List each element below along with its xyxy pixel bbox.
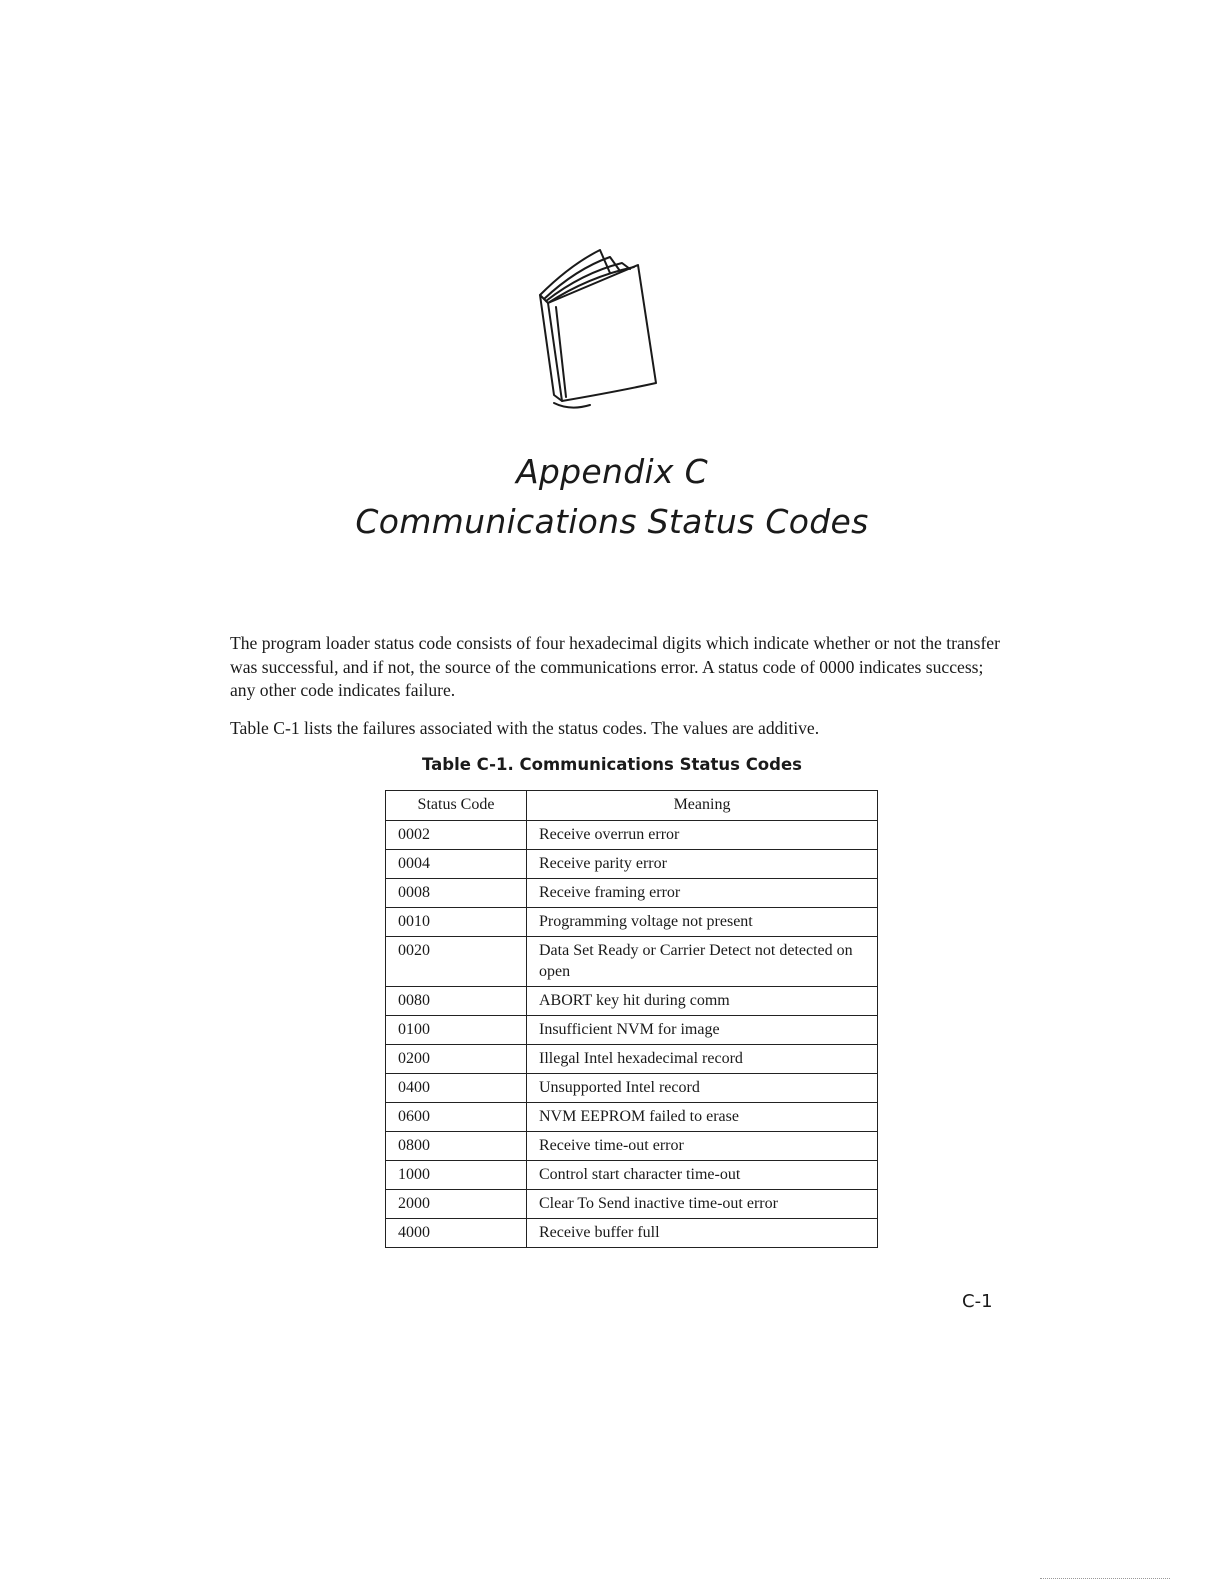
column-header-status-code: Status Code: [386, 791, 527, 821]
status-code-cell: 0004: [386, 850, 527, 879]
meaning-cell: Receive time-out error: [527, 1132, 878, 1161]
meaning-cell: Control start character time-out: [527, 1161, 878, 1190]
meaning-cell: Programming voltage not present: [527, 908, 878, 937]
page-number: C-1: [962, 1291, 993, 1312]
footer-divider: [1040, 1578, 1170, 1580]
meaning-cell: Illegal Intel hexadecimal record: [527, 1045, 878, 1074]
table-row: [386, 908, 878, 937]
status-codes-table: [385, 790, 878, 1248]
table-row: [386, 821, 878, 850]
status-code-cell: 0400: [386, 1074, 527, 1103]
meaning-cell: Unsupported Intel record: [527, 1074, 878, 1103]
meaning-cell: ABORT key hit during comm: [527, 987, 878, 1016]
status-code-cell: 0020: [386, 937, 527, 987]
meaning-cell: NVM EEPROM failed to erase: [527, 1103, 878, 1132]
table-reference-paragraph: Table C-1 lists the failures associated with the status codes. The values are additive.: [230, 718, 820, 738]
column-header-meaning: Meaning: [527, 791, 878, 821]
status-code-cell: 0008: [386, 879, 527, 908]
status-code-cell: 0800: [386, 1132, 527, 1161]
table-row: [386, 987, 878, 1016]
appendix-title: Appendix C: [516, 452, 708, 491]
table-row: [386, 850, 878, 879]
table-row: [386, 1074, 878, 1103]
table-header-row: [386, 791, 878, 821]
table-caption: Table C-1. Communications Status Codes: [422, 755, 802, 774]
table-row: [386, 1219, 878, 1248]
status-code-cell: 0080: [386, 987, 527, 1016]
status-code-cell: 0200: [386, 1045, 527, 1074]
meaning-cell: Clear To Send inactive time-out error: [527, 1190, 878, 1219]
status-code-cell: 1000: [386, 1161, 527, 1190]
meaning-cell: Receive overrun error: [527, 821, 878, 850]
status-code-cell: 4000: [386, 1219, 527, 1248]
table-row: [386, 1016, 878, 1045]
status-code-cell: 0100: [386, 1016, 527, 1045]
intro-paragraph: The program loader status code consists of four hexadecimal digits which indicate whether or not the transfer was successful, and if not, the source of the communications error. A status code of 0000 indicates success; any other code indicates failure.: [230, 633, 1000, 700]
appendix-subtitle: Communications Status Codes: [355, 502, 869, 541]
status-code-cell: 0600: [386, 1103, 527, 1132]
table-row: [386, 1045, 878, 1074]
book-icon: [530, 245, 670, 415]
table-row: [386, 1161, 878, 1190]
table-row: [386, 1132, 878, 1161]
meaning-cell: Receive buffer full: [527, 1219, 878, 1248]
table-row: [386, 1103, 878, 1132]
table-row: [386, 937, 878, 987]
status-code-cell: 0002: [386, 821, 527, 850]
meaning-cell: Insufficient NVM for image: [527, 1016, 878, 1045]
meaning-cell: Receive parity error: [527, 850, 878, 879]
status-code-cell: 0010: [386, 908, 527, 937]
meaning-cell: Data Set Ready or Carrier Detect not detected on open: [527, 937, 878, 987]
table-row: [386, 1190, 878, 1219]
table-row: [386, 879, 878, 908]
status-code-cell: 2000: [386, 1190, 527, 1219]
meaning-cell: Receive framing error: [527, 879, 878, 908]
